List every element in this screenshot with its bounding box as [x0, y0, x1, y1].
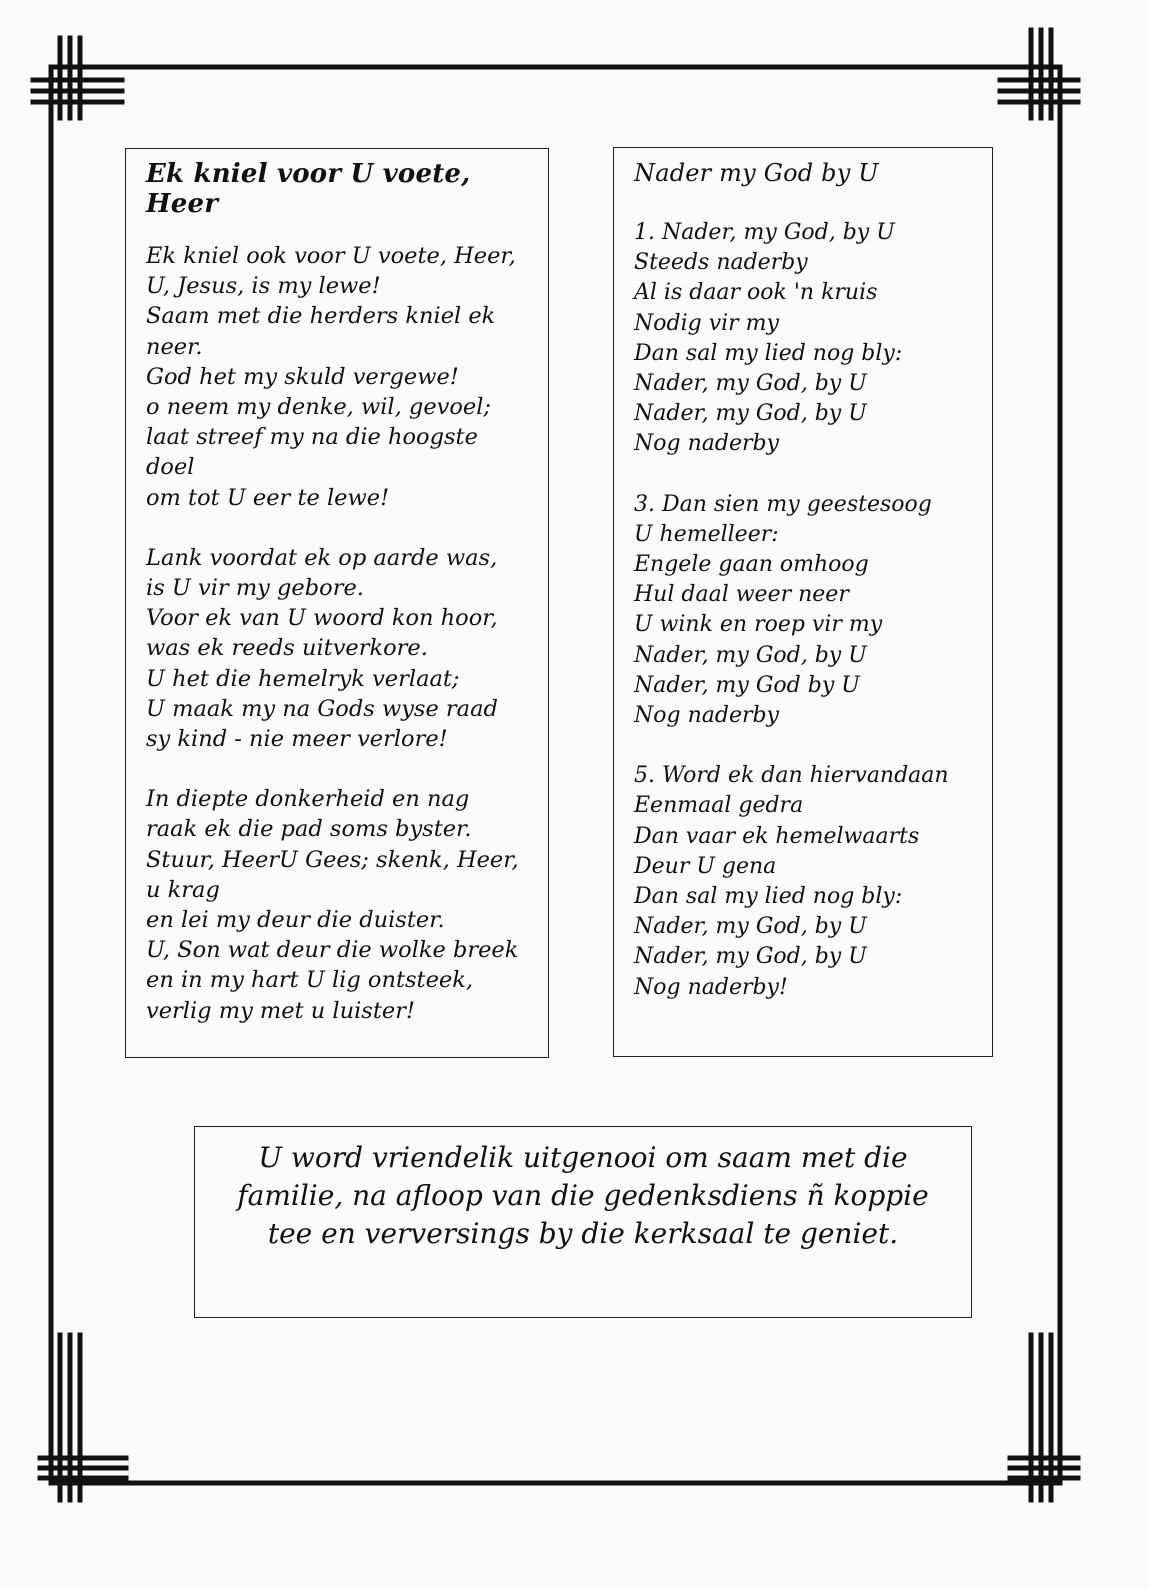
verse-line: Nader, my God by U	[634, 672, 860, 698]
verse-line: Nader, my God, by U	[634, 401, 867, 427]
verse-line: was ek reeds uitverkore.	[146, 635, 428, 662]
verse-line: 5. Word ek dan hiervandaan	[634, 763, 949, 789]
verse-line: Dan vaar ek hemelwaarts	[634, 823, 920, 849]
verse-line: Nader, my God, by U	[634, 914, 867, 940]
verse-line: verlig my met u luister!	[146, 997, 416, 1024]
verse-line: U wink en roep vir my	[634, 612, 883, 638]
verse-line: Hul daal weer neer	[634, 582, 849, 608]
left-song-stanzas	[146, 241, 530, 1026]
verse-line: laat streef my na die hoogste	[146, 424, 478, 451]
verse-line: Nog naderby!	[634, 974, 788, 1000]
left-song-title: Ek kniel voor U voete, Heer	[146, 159, 471, 219]
verse-line: Engele gaan omhoog	[634, 552, 869, 578]
stanza	[146, 241, 530, 513]
right-song-box	[613, 147, 993, 1057]
verse-line: Steeds naderby	[634, 250, 808, 276]
verse-line: Stuur, HeerU Gees; skenk, Heer,	[146, 846, 519, 873]
verse-line: U het die hemelryk verlaat;	[146, 665, 460, 692]
verse-line: en lei my deur die duister.	[146, 907, 445, 934]
verse-line: om tot U eer te lewe!	[146, 484, 390, 511]
verse-line: U maak my na Gods wyse raad	[146, 695, 498, 722]
verse-line: In diepte donkerheid en nag	[146, 786, 470, 813]
verse-line: en in my hart U lig ontsteek,	[146, 967, 473, 994]
verse-line: God het my skuld vergewe!	[146, 363, 459, 390]
verse-line: is U vir my gebore.	[146, 575, 364, 602]
invitation-line: tee en verversings by die kerksaal te geniet.	[267, 1217, 899, 1250]
verse-line: Dan sal my lied nog bly:	[634, 340, 903, 366]
verse-line: Nodig vir my	[634, 310, 779, 336]
verse-line: Nader, my God, by U	[634, 944, 867, 970]
verse-line: Eenmaal gedra	[634, 793, 804, 819]
verse-line: raak ek die pad soms byster.	[146, 816, 472, 843]
right-song-stanzas	[634, 218, 978, 1003]
stanza	[634, 218, 978, 460]
verse-line: Nog naderby	[634, 703, 779, 729]
stanza	[634, 761, 978, 1003]
verse-line: neer.	[146, 333, 203, 360]
verse-line: U, Son wat deur die wolke breek	[146, 937, 519, 964]
verse-line: 1. Nader, my God, by U	[634, 220, 895, 245]
invitation-line: familie, na afloop van die gedenksdiens ñ koppie	[237, 1179, 929, 1212]
right-song-title: Nader my God by U	[634, 159, 879, 187]
verse-line: 3. Dan sien my geestesoog	[634, 491, 932, 517]
stanza	[634, 490, 978, 732]
invitation-text	[215, 1139, 951, 1253]
verse-line: sy kind - nie meer verlore!	[146, 726, 448, 753]
verse-line: U, Jesus, is my lewe!	[146, 273, 381, 300]
verse-line: Voor ek van U woord kon hoor,	[146, 605, 498, 632]
verse-line: Lank voordat ek op aarde was,	[146, 544, 498, 571]
stanza	[146, 784, 530, 1026]
verse-line: Saam met die herders kniel ek	[146, 303, 496, 330]
verse-line: Nader, my God, by U	[634, 642, 867, 668]
verse-line: doel	[146, 454, 195, 481]
left-song-box	[125, 148, 549, 1058]
invitation-line: U word vriendelik uitgenooi om saam met die	[258, 1141, 908, 1174]
stanza	[146, 543, 530, 754]
verse-line: Nader, my God, by U	[634, 371, 867, 397]
verse-line: Nog naderby	[634, 431, 779, 457]
verse-line: U hemelleer:	[634, 521, 779, 547]
invitation-box	[194, 1126, 972, 1318]
verse-line: Ek kniel ook voor U voete, Heer,	[146, 243, 516, 269]
verse-line: o neem my denke, wil, gevoel;	[146, 394, 491, 421]
verse-line: Al is daar ook 'n kruis	[634, 280, 878, 306]
verse-line: Deur U gena	[634, 853, 777, 879]
verse-line: u krag	[146, 876, 220, 903]
verse-line: Dan sal my lied nog bly:	[634, 884, 903, 910]
